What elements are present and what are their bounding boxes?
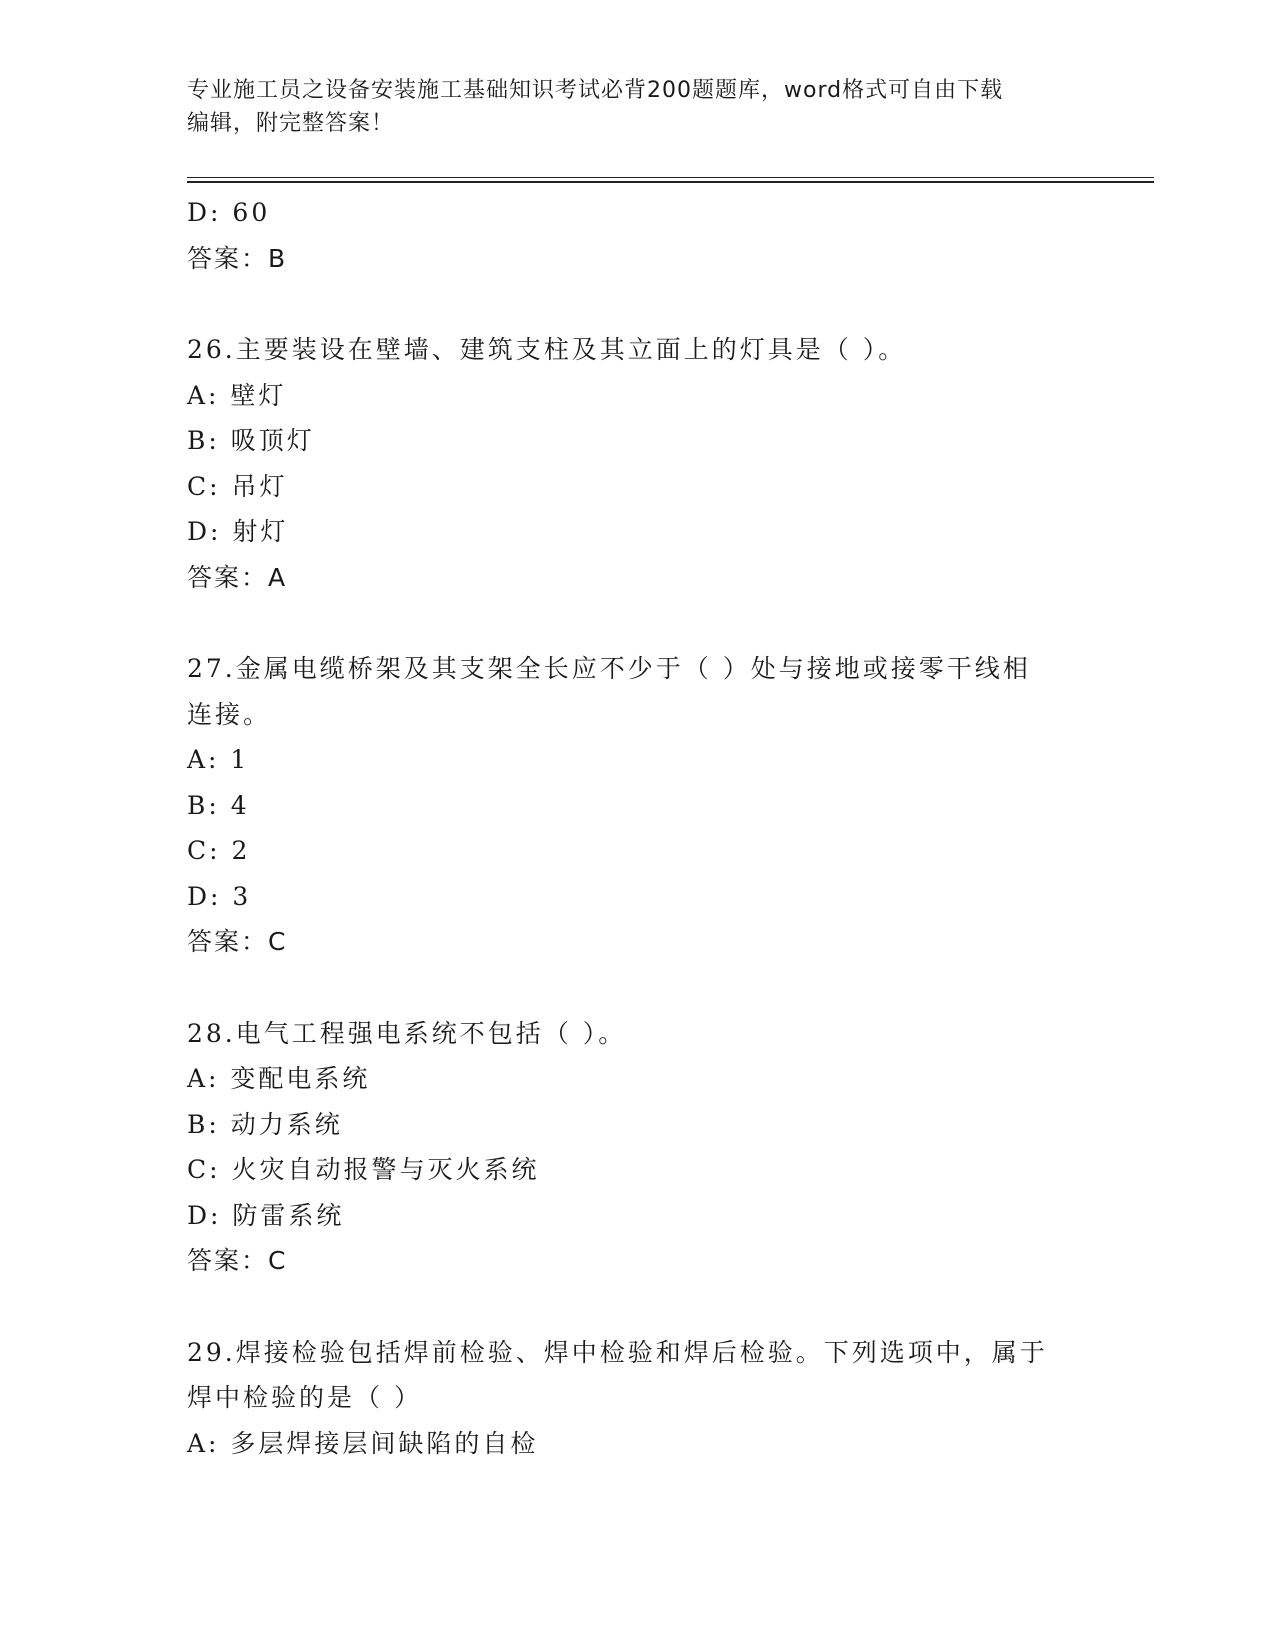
option-b: B: 4 [187, 790, 250, 820]
header-line-1: 专业施工员之设备安装施工基础知识考试必背200题题库，word格式可自由下载 [187, 78, 1004, 103]
question-25-tail [187, 190, 1087, 281]
option-a: A: 1 [187, 745, 250, 774]
question-28 [187, 1011, 1087, 1284]
option-c: C: 2 [187, 836, 251, 865]
answer: 答案：A [187, 562, 288, 592]
header-divider-thin [187, 177, 1154, 178]
option-a: A: 多层焊接层间缺陷的自检 [187, 1428, 539, 1458]
option-b: B: 动力系统 [187, 1109, 343, 1139]
question-stem: 26.主要装设在壁墙、建筑支柱及其立面上的灯具是（ ）。 [187, 335, 907, 364]
option-d: D: 60 [187, 198, 271, 227]
question-stem: 28.电气工程强电系统不包括（ ）。 [187, 1018, 627, 1048]
question-stem-line-2: 连接。 [187, 699, 272, 729]
header-divider-thick [187, 181, 1154, 183]
option-b: B: 吸顶灯 [187, 426, 315, 455]
question-list [187, 190, 1087, 1466]
option-c: C: 火灾自动报警与灭火系统 [187, 1155, 540, 1184]
option-a: A: 变配电系统 [187, 1064, 371, 1093]
question-stem-line-1: 27.金属电缆桥架及其支架全长应不少于（ ）处与接地或接零干线相 [187, 654, 1031, 683]
document-header [187, 74, 1087, 140]
option-d: D: 防雷系统 [187, 1200, 345, 1230]
option-d: D: 3 [187, 881, 252, 911]
answer: 答案：B [187, 243, 288, 273]
question-29 [187, 1330, 1087, 1467]
answer: 答案：C [187, 1246, 288, 1275]
option-d: D: 射灯 [187, 517, 289, 546]
question-stem-line-2: 焊中检验的是（ ） [187, 1383, 422, 1412]
option-c: C: 吊灯 [187, 471, 288, 501]
question-27 [187, 646, 1087, 965]
option-a: A: 壁灯 [187, 380, 287, 410]
answer: 答案：C [187, 927, 288, 956]
header-line-2: 编辑，附完整答案！ [187, 111, 395, 136]
question-26 [187, 327, 1087, 600]
question-stem-line-1: 29.焊接检验包括焊前检验、焊中检验和焊后检验。下列选项中，属于 [187, 1337, 1048, 1367]
